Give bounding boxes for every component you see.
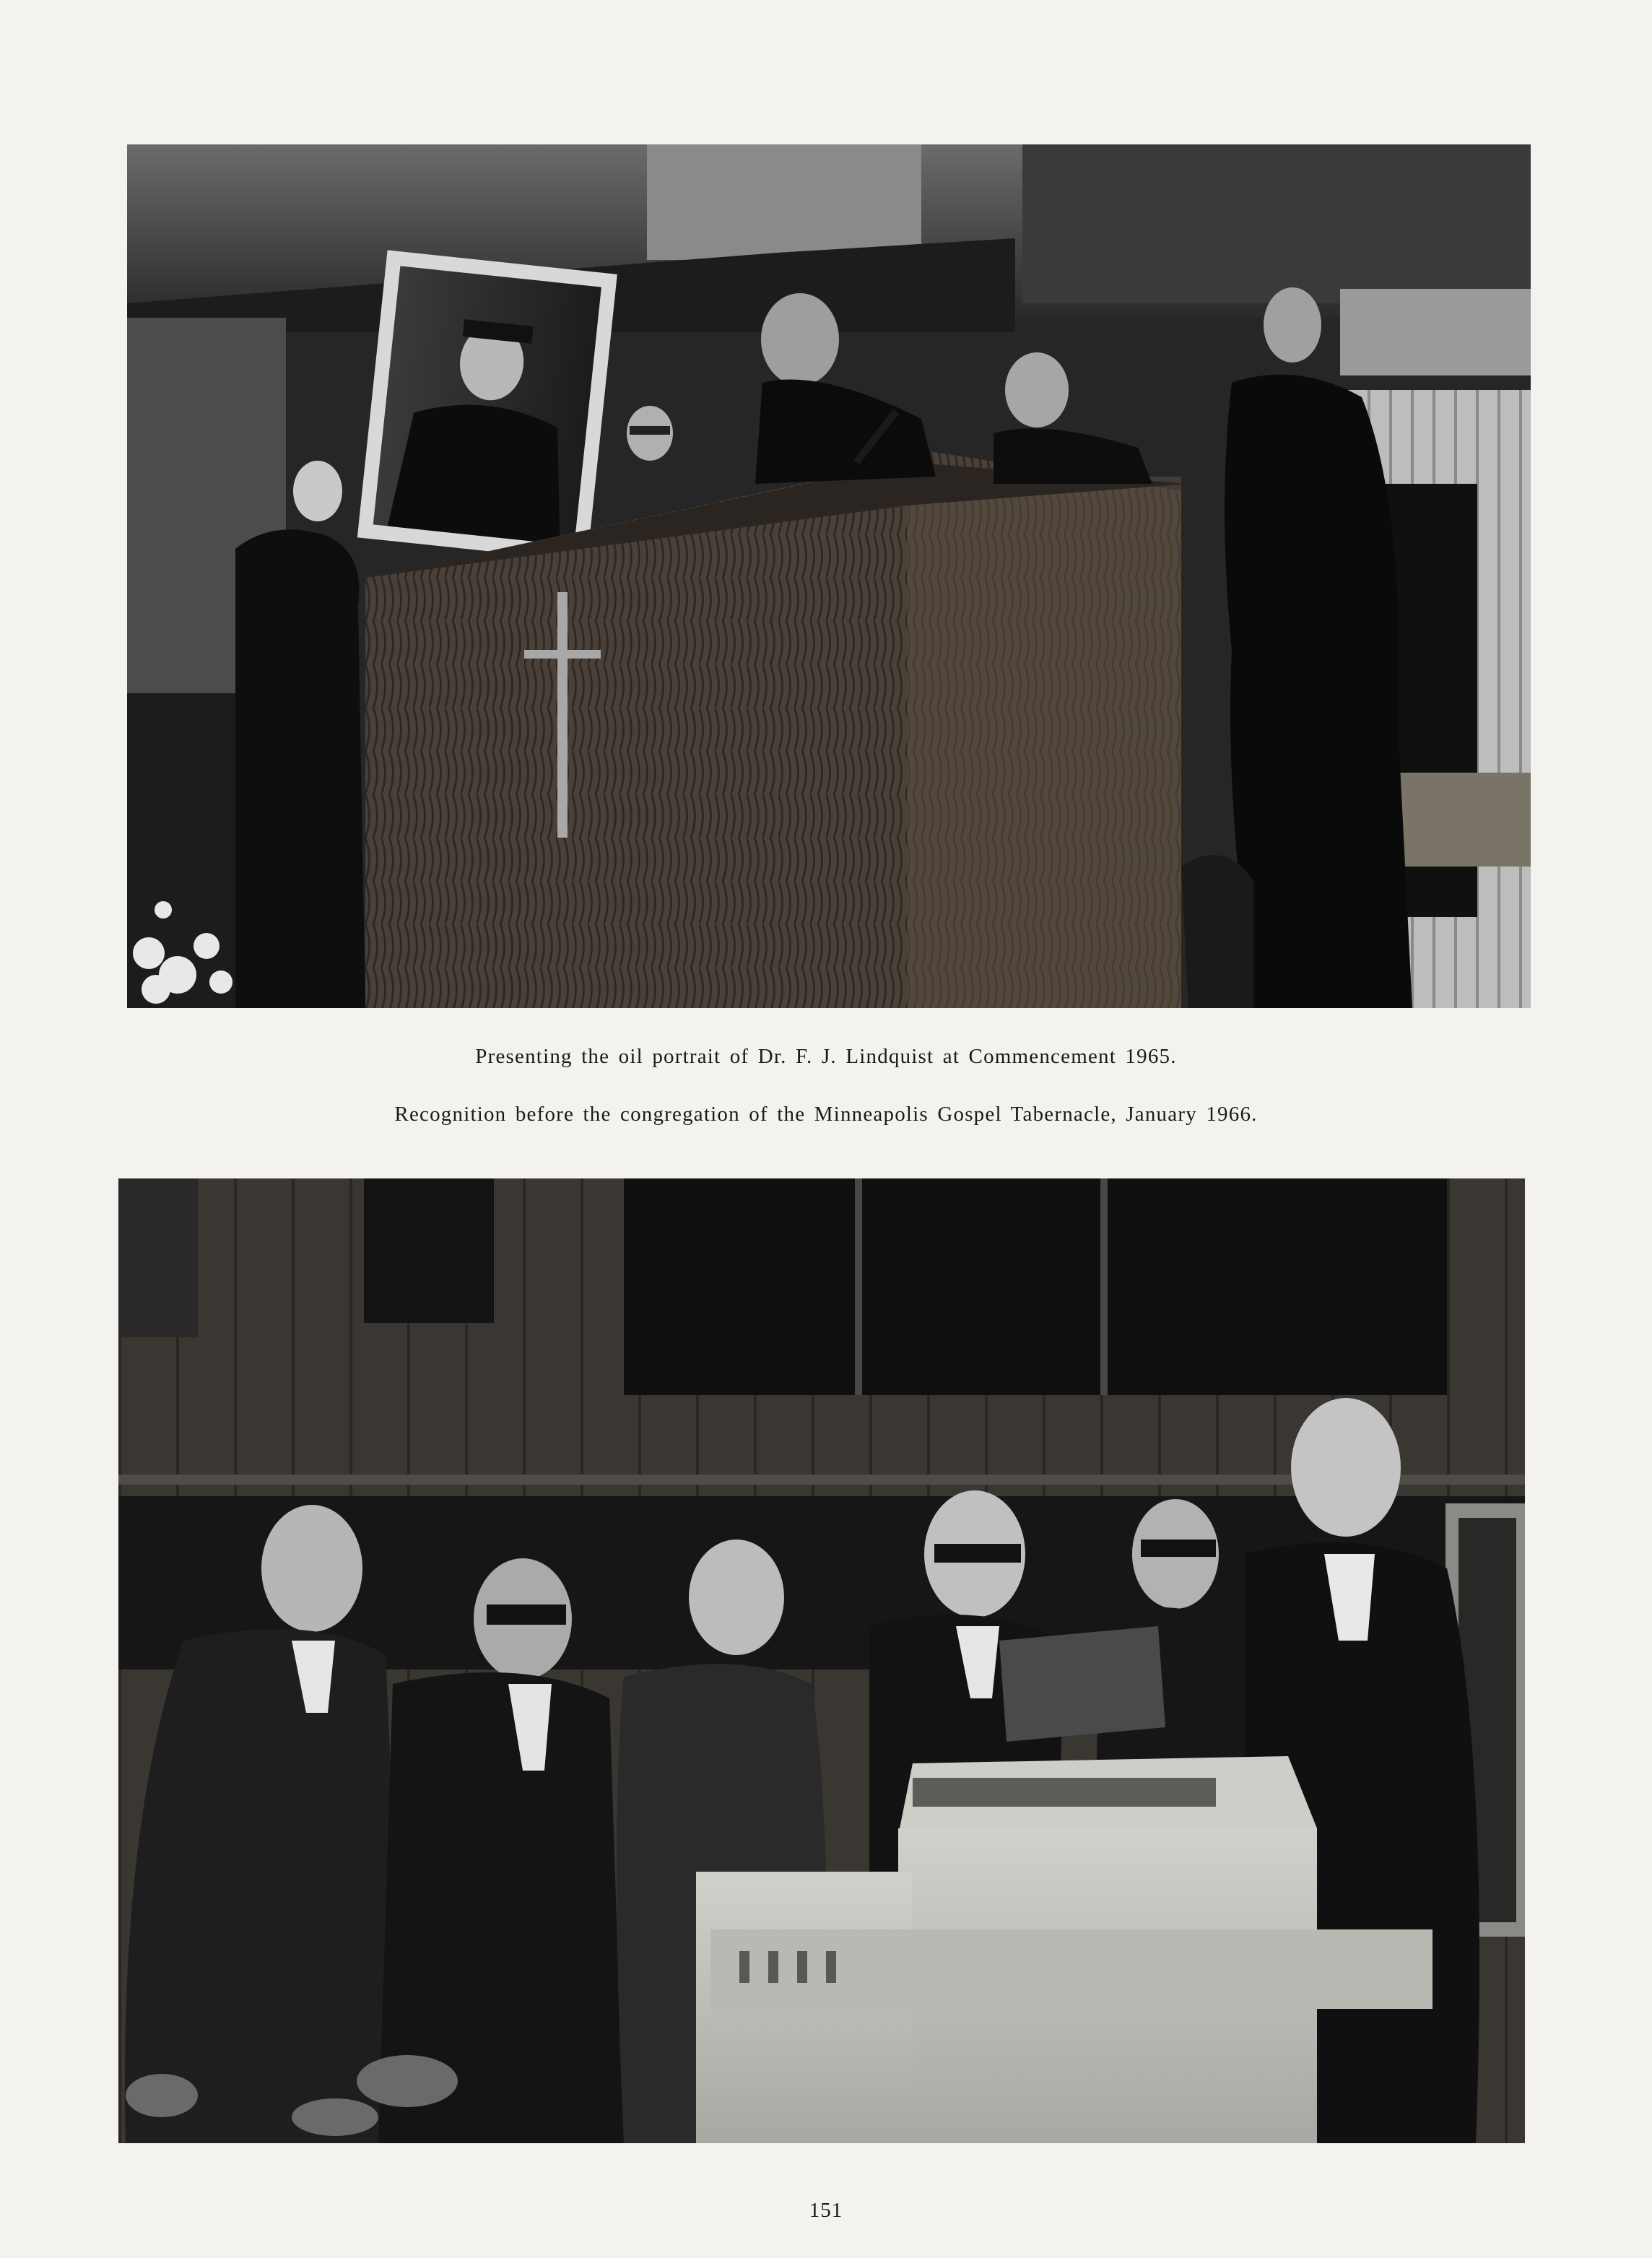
page-number: 151 (809, 2199, 843, 2222)
commencement-caption: Presenting the oil portrait of Dr. F. J. Lindquist at Commencement 1965. (475, 1045, 1177, 1068)
tabernacle-caption: Recognition before the congregation of the Minneapolis Gospel Tabernacle, January 1966. (394, 1103, 1258, 1126)
tabernacle-photo (118, 1178, 1525, 2143)
commencement-photo-image (127, 144, 1531, 1008)
tabernacle-photo-image (118, 1178, 1525, 2143)
commencement-photo (127, 144, 1531, 1008)
